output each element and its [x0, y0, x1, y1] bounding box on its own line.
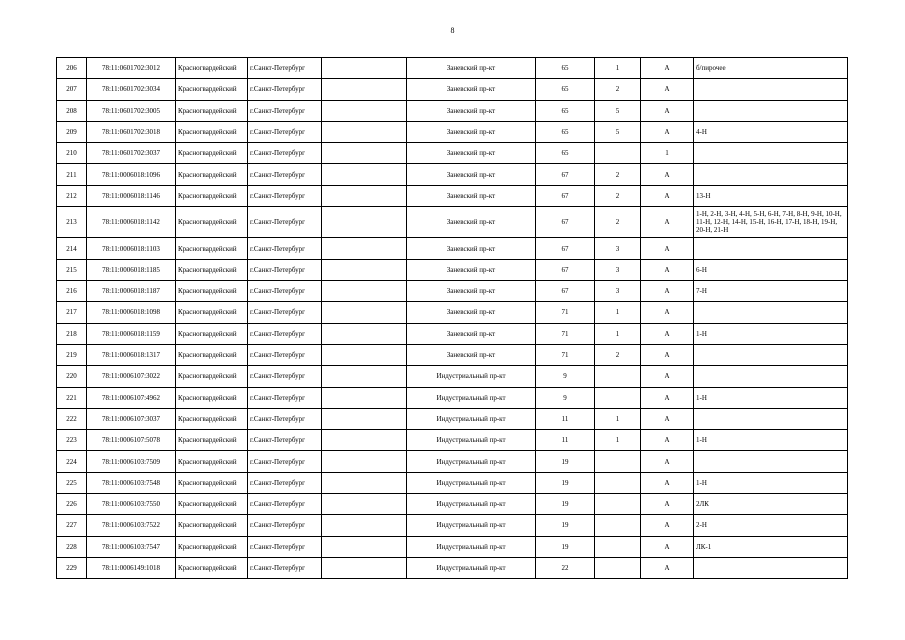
cell-district: Красногвардейский — [176, 121, 248, 142]
cell-premises — [694, 408, 848, 429]
cell-building — [595, 451, 641, 472]
cell-street: Заневский пр-кт — [407, 185, 536, 206]
cell-blank — [322, 259, 407, 280]
cell-city: г.Санкт-Петербург — [248, 472, 322, 493]
cell-blank — [322, 408, 407, 429]
cell-premises — [694, 164, 848, 185]
cell-city: г.Санкт-Петербург — [248, 536, 322, 557]
cell-city: г.Санкт-Петербург — [248, 58, 322, 79]
cell-row-number: 229 — [57, 557, 87, 578]
cell-blank — [322, 164, 407, 185]
cell-street: Заневский пр-кт — [407, 58, 536, 79]
cell-building: 2 — [595, 185, 641, 206]
cell-street: Заневский пр-кт — [407, 344, 536, 365]
cell-building: 2 — [595, 207, 641, 238]
cell-cadastral-number: 78:11:0006103:7550 — [87, 494, 176, 515]
table-row — [57, 143, 848, 164]
cell-house: 11 — [536, 430, 595, 451]
cell-blank — [322, 472, 407, 493]
cell-cadastral-number: 78:11:0601702:3018 — [87, 121, 176, 142]
cell-city: г.Санкт-Петербург — [248, 121, 322, 142]
cell-district: Красногвардейский — [176, 164, 248, 185]
cell-letter: А — [641, 323, 694, 344]
cell-street: Индустриальный пр-кт — [407, 472, 536, 493]
cell-letter: А — [641, 58, 694, 79]
cell-cadastral-number: 78:11:0006107:3022 — [87, 366, 176, 387]
cell-house: 67 — [536, 185, 595, 206]
cell-cadastral-number: 78:11:0006018:1142 — [87, 207, 176, 238]
cell-premises — [694, 557, 848, 578]
cell-house: 19 — [536, 536, 595, 557]
cell-premises: 2-Н — [694, 515, 848, 536]
cell-cadastral-number: 78:11:0006103:7509 — [87, 451, 176, 472]
table-row — [57, 536, 848, 557]
cell-letter: А — [641, 366, 694, 387]
cell-house: 71 — [536, 302, 595, 323]
cell-blank — [322, 100, 407, 121]
cell-blank — [322, 121, 407, 142]
cell-district: Красногвардейский — [176, 207, 248, 238]
cell-row-number: 222 — [57, 408, 87, 429]
cell-cadastral-number: 78:11:0006107:4962 — [87, 387, 176, 408]
table-row — [57, 281, 848, 302]
cell-row-number: 207 — [57, 79, 87, 100]
cell-blank — [322, 387, 407, 408]
cell-building: 3 — [595, 281, 641, 302]
cell-district: Красногвардейский — [176, 323, 248, 344]
cell-house: 65 — [536, 100, 595, 121]
cell-row-number: 216 — [57, 281, 87, 302]
cell-cadastral-number: 78:11:0006018:1159 — [87, 323, 176, 344]
cell-letter: А — [641, 387, 694, 408]
table-row — [57, 451, 848, 472]
cell-district: Красногвардейский — [176, 387, 248, 408]
table-row — [57, 121, 848, 142]
cell-building: 1 — [595, 430, 641, 451]
cell-district: Красногвардейский — [176, 430, 248, 451]
cell-house: 67 — [536, 281, 595, 302]
cell-row-number: 224 — [57, 451, 87, 472]
cell-district: Красногвардейский — [176, 100, 248, 121]
cell-premises: 1-Н — [694, 387, 848, 408]
cell-district: Красногвардейский — [176, 79, 248, 100]
cell-blank — [322, 366, 407, 387]
cell-letter: А — [641, 121, 694, 142]
cell-street: Индустриальный пр-кт — [407, 515, 536, 536]
cell-blank — [322, 238, 407, 259]
table-row — [57, 238, 848, 259]
cell-building: 1 — [595, 302, 641, 323]
cell-house: 71 — [536, 323, 595, 344]
cell-building: 3 — [595, 259, 641, 280]
cell-house: 67 — [536, 238, 595, 259]
cell-letter: А — [641, 430, 694, 451]
cell-row-number: 212 — [57, 185, 87, 206]
cell-cadastral-number: 78:11:0006018:1098 — [87, 302, 176, 323]
cell-row-number: 219 — [57, 344, 87, 365]
cell-house: 67 — [536, 207, 595, 238]
cell-blank — [322, 494, 407, 515]
cell-building: 5 — [595, 100, 641, 121]
cell-district: Красногвардейский — [176, 408, 248, 429]
cell-row-number: 227 — [57, 515, 87, 536]
cell-building: 1 — [595, 408, 641, 429]
cell-cadastral-number: 78:11:0006018:1146 — [87, 185, 176, 206]
cell-building: 2 — [595, 164, 641, 185]
cell-house: 9 — [536, 387, 595, 408]
cell-premises — [694, 302, 848, 323]
cell-cadastral-number: 78:11:0601702:3005 — [87, 100, 176, 121]
cell-premises — [694, 344, 848, 365]
cell-street: Индустриальный пр-кт — [407, 494, 536, 515]
cell-blank — [322, 185, 407, 206]
cell-house: 9 — [536, 366, 595, 387]
cell-city: г.Санкт-Петербург — [248, 366, 322, 387]
cell-district: Красногвардейский — [176, 472, 248, 493]
cell-letter: А — [641, 281, 694, 302]
cell-blank — [322, 281, 407, 302]
cell-city: г.Санкт-Петербург — [248, 408, 322, 429]
cell-street: Заневский пр-кт — [407, 207, 536, 238]
cell-blank — [322, 430, 407, 451]
cell-street: Заневский пр-кт — [407, 100, 536, 121]
cell-house: 65 — [536, 58, 595, 79]
cell-blank — [322, 207, 407, 238]
cell-premises: 7-Н — [694, 281, 848, 302]
cell-building — [595, 387, 641, 408]
cell-street: Заневский пр-кт — [407, 281, 536, 302]
cell-street: Индустриальный пр-кт — [407, 451, 536, 472]
cell-street: Индустриальный пр-кт — [407, 430, 536, 451]
cell-row-number: 208 — [57, 100, 87, 121]
table-body — [57, 58, 848, 579]
cell-premises: 2ЛК — [694, 494, 848, 515]
cell-house: 67 — [536, 259, 595, 280]
cell-premises: 6-Н — [694, 259, 848, 280]
cell-district: Красногвардейский — [176, 344, 248, 365]
cell-cadastral-number: 78:11:0006107:3037 — [87, 408, 176, 429]
cell-district: Красногвардейский — [176, 494, 248, 515]
table-row — [57, 387, 848, 408]
cell-blank — [322, 557, 407, 578]
cell-city: г.Санкт-Петербург — [248, 515, 322, 536]
table-row — [57, 323, 848, 344]
cell-premises: 4-Н — [694, 121, 848, 142]
cell-street: Заневский пр-кт — [407, 323, 536, 344]
cell-cadastral-number: 78:11:0006018:1103 — [87, 238, 176, 259]
cell-city: г.Санкт-Петербург — [248, 100, 322, 121]
cell-blank — [322, 323, 407, 344]
cell-letter: А — [641, 79, 694, 100]
cell-city: г.Санкт-Петербург — [248, 451, 322, 472]
cell-district: Красногвардейский — [176, 281, 248, 302]
cell-house: 65 — [536, 121, 595, 142]
cell-row-number: 215 — [57, 259, 87, 280]
cell-district: Красногвардейский — [176, 143, 248, 164]
cell-district: Красногвардейский — [176, 451, 248, 472]
cell-street: Заневский пр-кт — [407, 121, 536, 142]
table-row — [57, 100, 848, 121]
cell-building: 1 — [595, 323, 641, 344]
cell-letter: А — [641, 100, 694, 121]
cell-district: Красногвардейский — [176, 302, 248, 323]
cell-street: Индустриальный пр-кт — [407, 557, 536, 578]
cell-city: г.Санкт-Петербург — [248, 557, 322, 578]
table-row — [57, 164, 848, 185]
cell-row-number: 218 — [57, 323, 87, 344]
cell-district: Красногвардейский — [176, 366, 248, 387]
cell-cadastral-number: 78:11:0006149:1018 — [87, 557, 176, 578]
table-row — [57, 408, 848, 429]
cell-district: Красногвардейский — [176, 515, 248, 536]
table-row — [57, 494, 848, 515]
cell-premises — [694, 79, 848, 100]
cell-premises — [694, 143, 848, 164]
table-row — [57, 344, 848, 365]
table-row — [57, 302, 848, 323]
cell-premises: 13-Н — [694, 185, 848, 206]
cell-city: г.Санкт-Петербург — [248, 143, 322, 164]
cell-cadastral-number: 78:11:0006018:1185 — [87, 259, 176, 280]
cell-building — [595, 143, 641, 164]
cell-street: Заневский пр-кт — [407, 259, 536, 280]
cell-district: Красногвардейский — [176, 238, 248, 259]
cell-cadastral-number: 78:11:0601702:3037 — [87, 143, 176, 164]
table-row — [57, 79, 848, 100]
cell-row-number: 210 — [57, 143, 87, 164]
cell-cadastral-number: 78:11:0601702:3012 — [87, 58, 176, 79]
cell-street: Заневский пр-кт — [407, 302, 536, 323]
cell-district: Красногвардейский — [176, 185, 248, 206]
cell-cadastral-number: 78:11:0006107:5078 — [87, 430, 176, 451]
cell-letter: А — [641, 164, 694, 185]
cell-city: г.Санкт-Петербург — [248, 79, 322, 100]
cell-city: г.Санкт-Петербург — [248, 238, 322, 259]
cell-row-number: 221 — [57, 387, 87, 408]
cell-letter: А — [641, 238, 694, 259]
cell-house: 19 — [536, 515, 595, 536]
cell-cadastral-number: 78:11:0601702:3034 — [87, 79, 176, 100]
table-row — [57, 58, 848, 79]
cell-city: г.Санкт-Петербург — [248, 494, 322, 515]
cell-blank — [322, 515, 407, 536]
cell-city: г.Санкт-Петербург — [248, 164, 322, 185]
cell-city: г.Санкт-Петербург — [248, 281, 322, 302]
cell-row-number: 217 — [57, 302, 87, 323]
cell-house: 65 — [536, 79, 595, 100]
cell-premises — [694, 238, 848, 259]
cell-row-number: 225 — [57, 472, 87, 493]
table-row — [57, 259, 848, 280]
cell-district: Красногвардейский — [176, 536, 248, 557]
cell-row-number: 206 — [57, 58, 87, 79]
cell-letter: 1 — [641, 143, 694, 164]
table-row — [57, 207, 848, 238]
cell-letter: А — [641, 451, 694, 472]
cell-premises: 1-Н, 2-Н, 3-Н, 4-Н, 5-Н, 6-Н, 7-Н, 8-Н, 9-Н, 10-Н, 11-Н, 12-Н, 14-Н, 15-Н, 16-Н, 17-Н, 18-Н, 19-Н, 20-Н, 21-Н — [694, 207, 848, 238]
cell-letter: А — [641, 302, 694, 323]
cell-premises — [694, 100, 848, 121]
cell-letter: А — [641, 557, 694, 578]
cell-premises — [694, 451, 848, 472]
cell-city: г.Санкт-Петербург — [248, 259, 322, 280]
cell-street: Заневский пр-кт — [407, 164, 536, 185]
cell-city: г.Санкт-Петербург — [248, 430, 322, 451]
cell-row-number: 209 — [57, 121, 87, 142]
cell-cadastral-number: 78:11:0006018:1317 — [87, 344, 176, 365]
cell-row-number: 223 — [57, 430, 87, 451]
cell-premises: 1-Н — [694, 430, 848, 451]
cell-premises — [694, 366, 848, 387]
cell-letter: А — [641, 536, 694, 557]
cell-blank — [322, 58, 407, 79]
cell-row-number: 214 — [57, 238, 87, 259]
cell-cadastral-number: 78:11:0006103:7522 — [87, 515, 176, 536]
cell-building: 2 — [595, 344, 641, 365]
cell-letter: А — [641, 259, 694, 280]
table-row — [57, 430, 848, 451]
cell-building — [595, 494, 641, 515]
cell-letter: А — [641, 185, 694, 206]
cell-street: Индустриальный пр-кт — [407, 366, 536, 387]
table-row — [57, 185, 848, 206]
cell-cadastral-number: 78:11:0006103:7548 — [87, 472, 176, 493]
cell-street: Заневский пр-кт — [407, 238, 536, 259]
cell-building: 5 — [595, 121, 641, 142]
cell-letter: А — [641, 408, 694, 429]
cell-district: Красногвардейский — [176, 58, 248, 79]
cell-row-number: 211 — [57, 164, 87, 185]
cell-city: г.Санкт-Петербург — [248, 387, 322, 408]
cell-house: 19 — [536, 494, 595, 515]
table-row — [57, 515, 848, 536]
cell-street: Индустриальный пр-кт — [407, 536, 536, 557]
cell-house: 67 — [536, 164, 595, 185]
cell-letter: А — [641, 207, 694, 238]
cell-building — [595, 472, 641, 493]
cell-district: Красногвардейский — [176, 259, 248, 280]
cell-letter: А — [641, 472, 694, 493]
cell-blank — [322, 344, 407, 365]
cell-premises: 1-Н — [694, 323, 848, 344]
cell-row-number: 213 — [57, 207, 87, 238]
page-number: 8 — [450, 26, 455, 35]
cell-house: 11 — [536, 408, 595, 429]
cell-street: Заневский пр-кт — [407, 79, 536, 100]
table-row — [57, 557, 848, 578]
cell-city: г.Санкт-Петербург — [248, 207, 322, 238]
cell-row-number: 226 — [57, 494, 87, 515]
cell-blank — [322, 143, 407, 164]
cell-city: г.Санкт-Петербург — [248, 344, 322, 365]
cell-cadastral-number: 78:11:0006103:7547 — [87, 536, 176, 557]
cell-house: 22 — [536, 557, 595, 578]
cell-row-number: 228 — [57, 536, 87, 557]
cell-premises: 1-Н — [694, 472, 848, 493]
cell-street: Индустриальный пр-кт — [407, 387, 536, 408]
cell-building: 2 — [595, 79, 641, 100]
table-row — [57, 366, 848, 387]
cell-premises: ЛК-1 — [694, 536, 848, 557]
cell-letter: А — [641, 494, 694, 515]
cell-city: г.Санкт-Петербург — [248, 185, 322, 206]
cell-letter: А — [641, 344, 694, 365]
cell-building: 3 — [595, 238, 641, 259]
cell-street: Индустриальный пр-кт — [407, 408, 536, 429]
cell-building — [595, 557, 641, 578]
cell-city: г.Санкт-Петербург — [248, 323, 322, 344]
cell-blank — [322, 451, 407, 472]
cell-district: Красногвардейский — [176, 557, 248, 578]
cell-house: 19 — [536, 472, 595, 493]
cell-house: 71 — [536, 344, 595, 365]
cell-cadastral-number: 78:11:0006018:1187 — [87, 281, 176, 302]
cell-premises: б/пирочее — [694, 58, 848, 79]
table-row — [57, 472, 848, 493]
cell-blank — [322, 536, 407, 557]
cell-blank — [322, 302, 407, 323]
cell-house: 19 — [536, 451, 595, 472]
cell-row-number: 220 — [57, 366, 87, 387]
cell-letter: А — [641, 515, 694, 536]
cell-building: 1 — [595, 58, 641, 79]
cell-street: Заневский пр-кт — [407, 143, 536, 164]
cell-city: г.Санкт-Петербург — [248, 302, 322, 323]
cell-building — [595, 366, 641, 387]
register-table — [56, 57, 848, 579]
cell-cadastral-number: 78:11:0006018:1096 — [87, 164, 176, 185]
cell-house: 65 — [536, 143, 595, 164]
cell-building — [595, 536, 641, 557]
cell-blank — [322, 79, 407, 100]
cell-building — [595, 515, 641, 536]
